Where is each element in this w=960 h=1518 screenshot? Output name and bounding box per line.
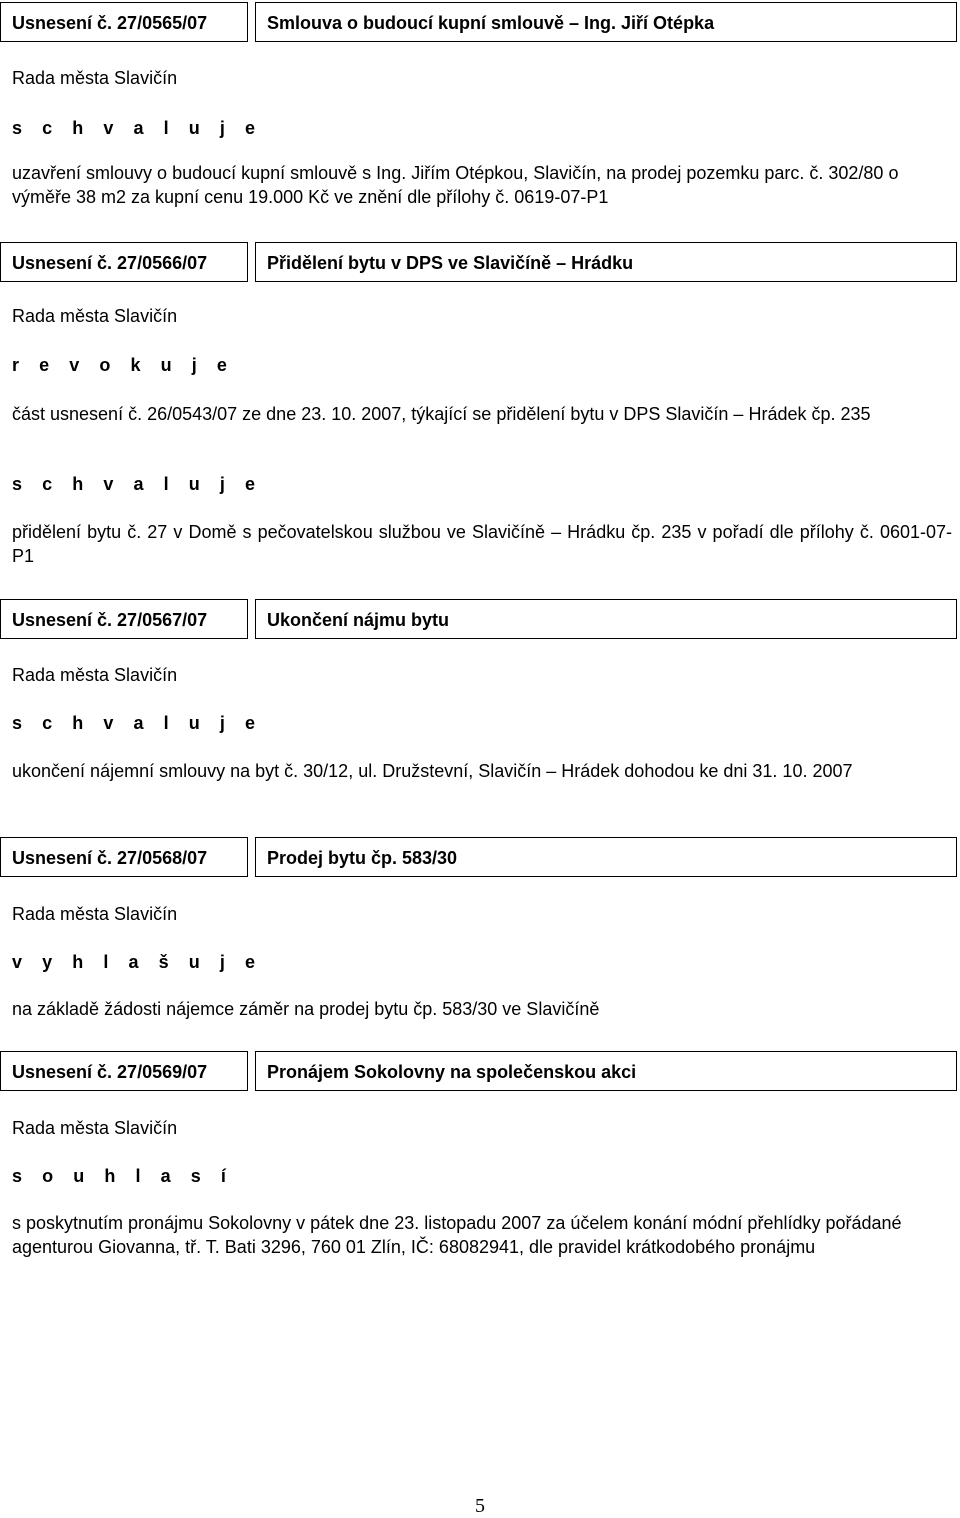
resolution-verb: s c h v a l u j e	[12, 118, 263, 138]
resolution-header	[0, 1051, 957, 1093]
resolution-header	[0, 2, 957, 44]
resolution-text: s poskytnutím pronájmu Sokolovny v pátek dne 23. listopadu 2007 za účelem konání módní přehlídky pořádané agenturou Giovanna, tř. T. Bati 3296, 760 01 Zlín, IČ: 68082941, dle pravidel krátkodobého pronájmu	[12, 1213, 902, 1257]
resolution-text: ukončení nájemní smlouvy na byt č. 30/12, ul. Družstevní, Slavičín – Hrádek dohodou ke dni 31. 10. 2007	[12, 761, 853, 781]
resolution-header	[0, 242, 957, 284]
council-name: Rada města Slavičín	[12, 665, 178, 685]
resolution-number: Usnesení č. 27/0568/07	[0, 837, 248, 877]
resolution-text: přidělení bytu č. 27 v Domě s pečovatelskou službou ve Slavičíně – Hrádku čp. 235 v pořadí dle přílohy č. 0601-07-P1	[12, 522, 952, 566]
resolution-number: Usnesení č. 27/0569/07	[0, 1051, 248, 1091]
resolution-title: Ukončení nájmu bytu	[255, 599, 957, 639]
resolution-number: Usnesení č. 27/0565/07	[0, 2, 248, 42]
resolution-text: na základě žádosti nájemce záměr na prodej bytu čp. 583/30 ve Slavičíně	[12, 999, 600, 1019]
resolution-verb: s c h v a l u j e	[12, 713, 263, 733]
resolution-title: Pronájem Sokolovny na společenskou akci	[255, 1051, 957, 1091]
resolution-title: Smlouva o budoucí kupní smlouvě – Ing. Jiří Otépka	[255, 2, 957, 42]
resolution-number: Usnesení č. 27/0567/07	[0, 599, 248, 639]
resolution-verb: s o u h l a s í	[12, 1166, 234, 1186]
resolution-text: uzavření smlouvy o budoucí kupní smlouvě s Ing. Jiřím Otépkou, Slavičín, na prodej pozemku parc. č. 302/80 o výměře 38 m2 za kupní cenu 19.000 Kč ve znění dle přílohy č. 0619-07-P1	[12, 163, 899, 207]
resolution-verb: r e v o k u j e	[12, 355, 235, 375]
resolution-number: Usnesení č. 27/0566/07	[0, 242, 248, 282]
council-name: Rada města Slavičín	[12, 1118, 178, 1138]
council-name: Rada města Slavičín	[12, 904, 178, 924]
page-number: 5	[475, 1495, 485, 1517]
resolution-text: část usnesení č. 26/0543/07 ze dne 23. 10. 2007, týkající se přidělení bytu v DPS Slavičín – Hrádek čp. 235	[12, 404, 871, 424]
resolution-verb: v y h l a š u j e	[12, 952, 263, 972]
resolution-title: Prodej bytu čp. 583/30	[255, 837, 957, 877]
council-name: Rada města Slavičín	[12, 68, 178, 88]
resolution-header	[0, 599, 957, 641]
resolution-title: Přidělení bytu v DPS ve Slavičíně – Hrádku	[255, 242, 957, 282]
resolution-header	[0, 837, 957, 879]
resolution-verb: s c h v a l u j e	[12, 474, 263, 494]
council-name: Rada města Slavičín	[12, 306, 178, 326]
